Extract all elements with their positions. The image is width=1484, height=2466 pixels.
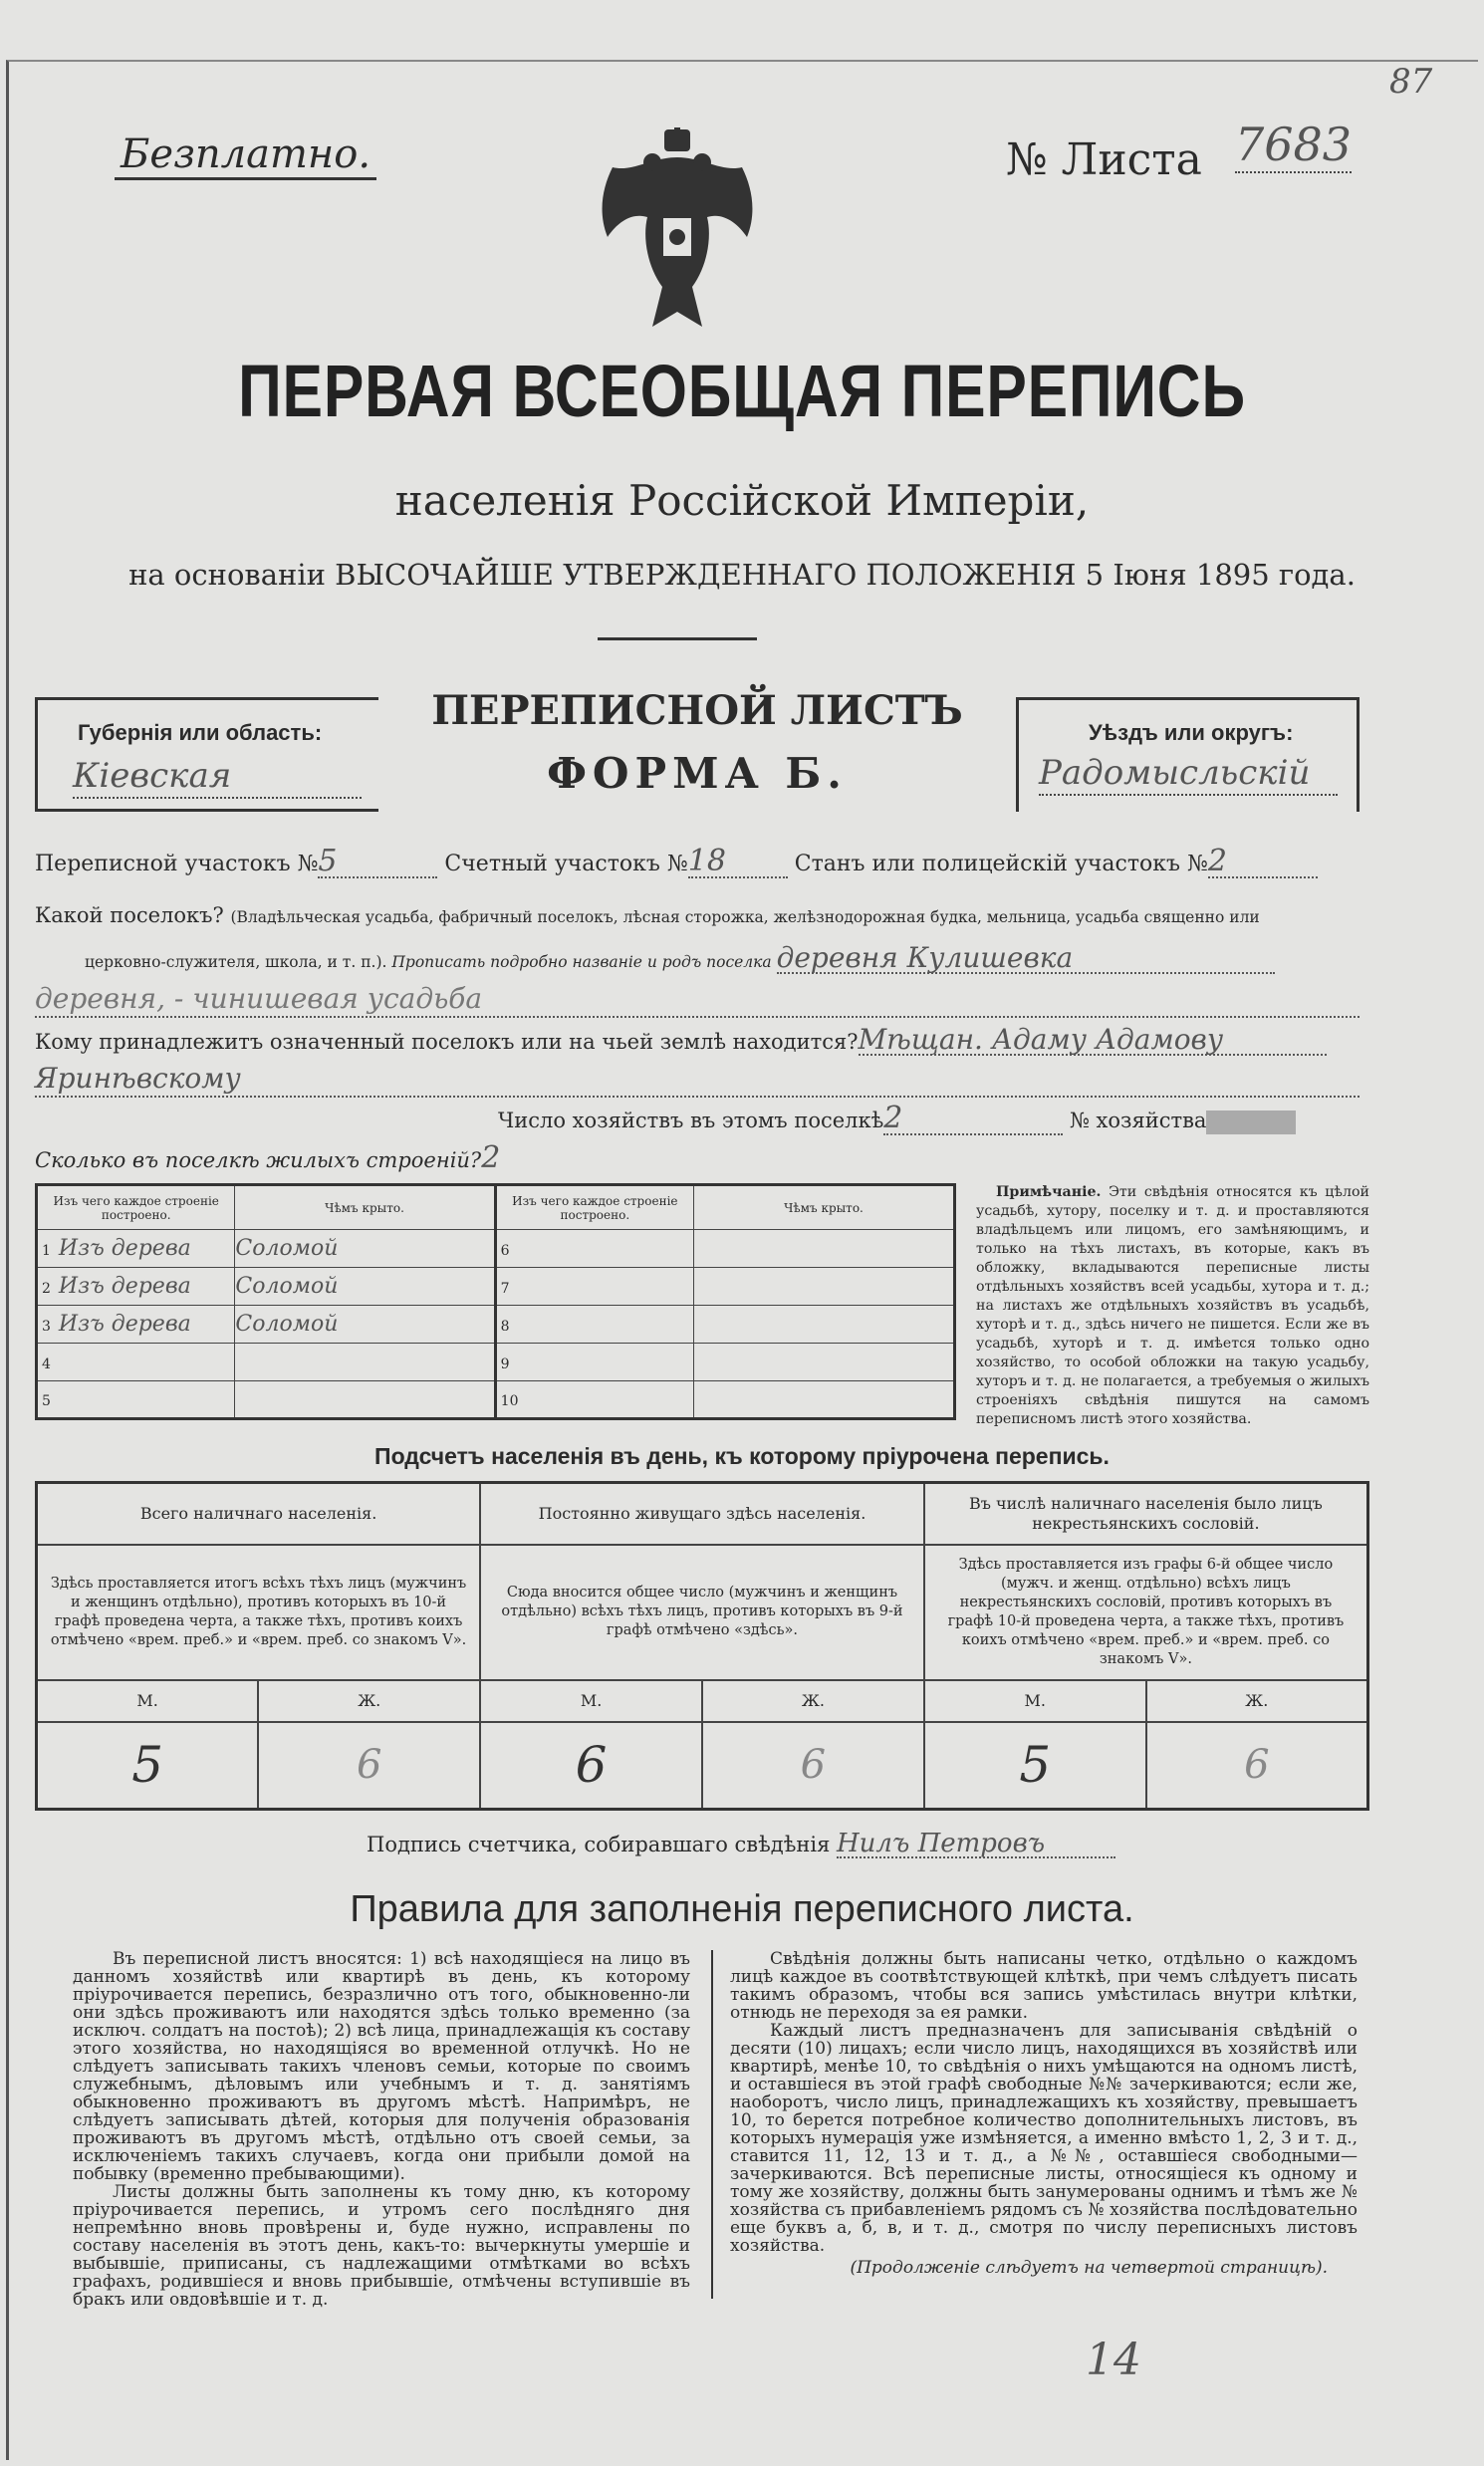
roof-cell [694,1344,955,1381]
buildings-label: Сколько въ поселкѣ жилыхъ строеній? [35,1148,482,1172]
column-title: Постоянно живущаго здѣсь населенія. [480,1483,924,1545]
rules-title: Правила для заполненія переписного листа. [350,1888,1134,1930]
table-row [37,1306,955,1344]
page-mark: 14 [1086,2335,1141,2385]
row-number: 9 [500,1356,510,1372]
material-cell [37,1344,235,1381]
male-count: 5 [37,1722,259,1810]
census-section-value: 5 [318,847,437,878]
material-cell [37,1381,235,1419]
male-count: 5 [924,1722,1146,1810]
table-row [37,1344,955,1381]
rules-paragraph: Свѣдѣнія должны быть написаны четко, отдѣльно о каждомъ лицѣ каждое въ соотвѣтствующей клѣткѣ, при чемъ слѣдуетъ писать такимъ образомъ, чтобы вся запись умѣстилась внутри клѣтки, отнюдь не переходя за ея рамки. [730,1949,1358,2023]
male-count: 6 [480,1722,702,1810]
col-roof: Чѣмъ крыто. [235,1185,495,1230]
census-title: ПЕРВАЯ ВСЕОБЩАЯ ПЕРЕПИСЬ [238,350,1246,432]
settlement-hint-2: церковно-служителя, школа, и т. п.). [85,953,387,971]
column-title: Всего наличнаго населенія. [37,1483,481,1545]
male-label: М. [924,1680,1146,1722]
row-number: 6 [500,1242,510,1259]
buildings-line [35,1140,501,1175]
col-roof: Чѣмъ крыто. [694,1185,955,1230]
settlement-value-2: деревня, - чинишевая усадьба [35,982,1360,1018]
material-value: Изъ дерева [58,1235,191,1261]
rules-left-column [73,1950,690,2309]
sheet-title: ПЕРЕПИСНОЙ ЛИСТЪ [431,687,963,734]
count-section-label: Счетный участокъ № [444,852,688,876]
settlement-hint: (Владѣльческая усадьба, фабричный поселокъ, лѣсная сторожка, желѣзнодорожная будка, мельница, усадьба священно или [230,908,1260,926]
owner-label: Кому принадлежитъ означенный поселокъ или на чьей землѣ находится? [35,1030,859,1054]
material-cell [37,1268,235,1306]
row-number: 5 [42,1393,51,1409]
column-description: Сюда вносится общее число (мужчинъ и женщинъ отдѣльно) всѣхъ тѣхъ лицъ, противъ которыхъ въ 9-й графѣ отмѣчено «здѣсь». [480,1545,924,1680]
count-section-value: 18 [688,847,788,878]
sheet-number-handwritten: 87 [1389,62,1433,102]
district-value: Радомысльскій [1039,752,1338,796]
female-label: Ж. [702,1680,924,1722]
column-title: Въ числѣ наличнаго населенія было лицъ некрестьянскихъ сословій. [924,1483,1368,1545]
population-heading: Подсчетъ населенія въ день, къ которому пріурочена перепись. [374,1443,1110,1469]
roof-cell [235,1268,495,1306]
sections-line [35,844,1318,878]
rules-paragraph: Въ переписной листъ вносятся: 1) всѣ находящіеся на лицо въ данномъ хозяйствѣ или квартирѣ въ день, къ которому пріурочивается перепись, безразлично отъ того, обыкновенно-ли они здѣсь проживаютъ или находятся здѣсь только временно (за исключ. солдатъ на постоѣ); 2) всѣ лица, принадлежащія къ составу этого хозяйства, но находящіяся во временной отлучкѣ. Но не слѣдуетъ записывать такихъ членовъ семьи, которые по своимъ служебнымъ, дѣловымъ или учебнымъ и т. д. занятіямъ обыкновенно проживаютъ въ другомъ мѣстѣ. Напримѣръ, не слѣдуетъ записывать дѣтей, которыя для полученія образованія проживаютъ въ другомъ мѣстѣ, отдѣльно отъ своей семьи, за исключеніемъ такихъ случаевъ, когда они прибыли домой на побывку (временно пребывающими). [73,1949,690,2184]
settlement-hint-3: Прописать подробно названіе и родъ поселка [391,953,772,971]
female-count: 6 [258,1722,480,1810]
households-value: 2 [883,1104,1063,1135]
female-label: Ж. [1146,1680,1368,1722]
police-section-label: Станъ или полицейскій участокъ № [794,852,1208,876]
row-number: 2 [42,1280,51,1297]
households-line [498,1101,1296,1135]
province-label: Губернія или область: [78,720,323,745]
rules-right-column [730,1950,1358,2277]
settlement-value-1: деревня Кулишевка [777,944,1275,974]
sheet-number-value: 7683 [1235,118,1353,171]
settlement-line-2 [85,941,1275,974]
form-name: ФОРМА Б. [547,749,848,798]
roof-cell [694,1381,955,1419]
free-label: Безплатно. [115,131,376,180]
imperial-eagle-emblem [593,127,762,342]
rules-paragraph: Каждый листъ предназначенъ для записыванія свѣдѣній о десяти (10) лицахъ; если число лицъ, находящихся въ хозяйствѣ или квартирѣ, менѣе 10, то свѣдѣнія о нихъ умѣщаются на одномъ листѣ, и оставшіеся въ этой графѣ свободные №№ зачеркиваются; если же, наоборотъ, число лицъ, принадлежащихъ къ хозяйству, превышаетъ 10, то берется потребное количество дополнительныхъ листовъ, въ которыхъ нумерація уже измѣняется, а именно вмѣсто 1, 2, 3 и т. д., ставится 11, 12, 13 и т. д., а №№, оставшіеся свободными—зачеркиваются. Всѣ переписные листы, относящіеся къ одному и тому же хозяйству, должны быть занумерованы однимъ и тѣмъ же № хозяйства съ прибавленіемъ рядомъ съ № хозяйства послѣдовательно еще буквъ а, б, в, и т. д., смотря по числу переписныхъ листовъ хозяйства. [730,2021,1358,2256]
settlement-line [35,901,1260,931]
row-number: 10 [500,1393,519,1409]
households-label: Число хозяйствъ въ этомъ поселкѣ [498,1109,884,1132]
material-cell [495,1268,693,1306]
household-no-value-shaded [1206,1110,1296,1134]
row-number: 8 [500,1318,510,1335]
district-label: Уѣздъ или округъ: [1089,720,1294,745]
roof-cell [694,1306,955,1344]
district-box [1016,697,1360,812]
female-count: 6 [702,1722,924,1810]
signature-line [367,1831,1115,1858]
buildings-value: 2 [481,1140,501,1175]
owner-value-1: Мѣщан. Адаму Адамову [859,1026,1327,1056]
signature-value: Нилъ Петровъ [837,1831,1115,1858]
roof-cell [235,1344,495,1381]
material-cell [37,1230,235,1268]
table-row [37,1268,955,1306]
signature-label: Подпись счетчика, собиравшаго свѣдѣнія [367,1833,831,1856]
col-material: Изъ чего каждое строеніе построено. [495,1185,693,1230]
census-subtitle: населенія Россійской Имперіи, [394,476,1090,525]
roof-cell [235,1381,495,1419]
material-value: Изъ дерева [58,1273,191,1299]
roof-value: Соломой [235,1273,339,1299]
row-number: 7 [500,1280,510,1297]
note-title: Примѣчаніе. [996,1184,1102,1200]
col-material: Изъ чего каждое строеніе построено. [37,1185,235,1230]
roof-cell [694,1230,955,1268]
table-row [37,1381,955,1419]
row-number: 4 [42,1356,51,1372]
population-table [35,1481,1369,1811]
rules-continued: (Продолженіе слѣдуетъ на четвертой страницѣ). [850,2258,1328,2278]
note-text: Эти свѣдѣнія относятся къ цѣлой усадьбѣ, хутору, поселку и т. д. и проставляются владѣльцемъ или лицомъ, его замѣняющимъ, и только на тѣхъ листахъ, въ которые, какъ въ обложку, вкладываются переписные листы отдѣльныхъ хозяйствъ всей усадьбы, хутора и т. д.; на листахъ же отдѣльныхъ хозяйствъ въ усадьбѣ, хуторѣ и т. д., здѣсь ничего не пишется. Если же въ усадьбѣ, хуторѣ и т. д. имѣется только одно хозяйство, то особой обложки на такую усадьбу, хуторъ и т. д. не полагается, а требуемыя о жилыхъ строеніяхъ свѣдѣнія пишутся на самомъ переписномъ листѣ этого хозяйства. [976,1184,1369,1427]
material-value: Изъ дерева [58,1311,191,1337]
male-label: М. [37,1680,259,1722]
roof-cell [235,1230,495,1268]
column-description: Здѣсь проставляется итогъ всѣхъ тѣхъ лицъ (мужчинъ и женщинъ отдѣльно), противъ которыхъ въ 10-й графѣ проведена черта, а также тѣхъ, противъ коихъ отмѣчено «врем. преб.» и «врем. преб. со знакомъ V». [37,1545,481,1680]
material-cell [495,1230,693,1268]
table-row [37,1230,955,1268]
column-description: Здѣсь проставляется изъ графы 6-й общее число (мужч. и женщ. отдѣльно) всѣхъ лицъ некрестьянскихъ сословій, противъ которыхъ въ графѣ 10-й проведена черта, а также тѣхъ, противъ коихъ отмѣчено «врем. преб.» и «врем. преб. со знакомъ V». [924,1545,1368,1680]
province-box [35,697,378,812]
buildings-table [35,1183,956,1420]
owner-value-2: Яринѣвскому [35,1062,1360,1098]
census-section-label: Переписной участокъ № [35,852,319,876]
police-section-value: 2 [1208,847,1318,878]
sheet-number-label: № Листа [1006,134,1202,185]
owner-line [35,1023,1327,1056]
settlement-label: Какой поселокъ? [35,903,224,927]
household-no-label: № хозяйства [1069,1109,1207,1132]
row-number: 3 [42,1318,51,1335]
note [976,1183,1369,1429]
province-value: Кіевская [73,755,362,799]
census-basis: на основаніи ВЫСОЧАЙШЕ УТВЕРЖДЕННАГО ПОЛОЖЕНІЯ 5 Іюня 1895 года. [128,558,1356,592]
roof-value: Соломой [235,1235,339,1261]
rules-paragraph: Листы должны быть заполнены къ тому дню, къ которому пріурочивается перепись, и утромъ сего послѣдняго дня непремѣнно вновь провѣрены и, буде нужно, исправлены по составу населенія въ этотъ день, какъ-то: вычеркнуты умершіе и выбывшіе, приписаны, съ надлежащими отмѣтками во всѣхъ графахъ, родившіеся и вновь прибывшіе, отмѣчены вступившіе въ бракъ или овдовѣвшіе и т. д. [73,2182,690,2310]
row-number: 1 [42,1242,51,1259]
material-cell [495,1306,693,1344]
female-count: 6 [1146,1722,1368,1810]
roof-value: Соломой [235,1311,339,1337]
roof-cell [235,1306,495,1344]
material-cell [495,1381,693,1419]
female-label: Ж. [258,1680,480,1722]
material-cell [495,1344,693,1381]
material-cell [37,1306,235,1344]
divider [598,637,757,640]
male-label: М. [480,1680,702,1722]
roof-cell [694,1268,955,1306]
column-divider [711,1950,713,2299]
